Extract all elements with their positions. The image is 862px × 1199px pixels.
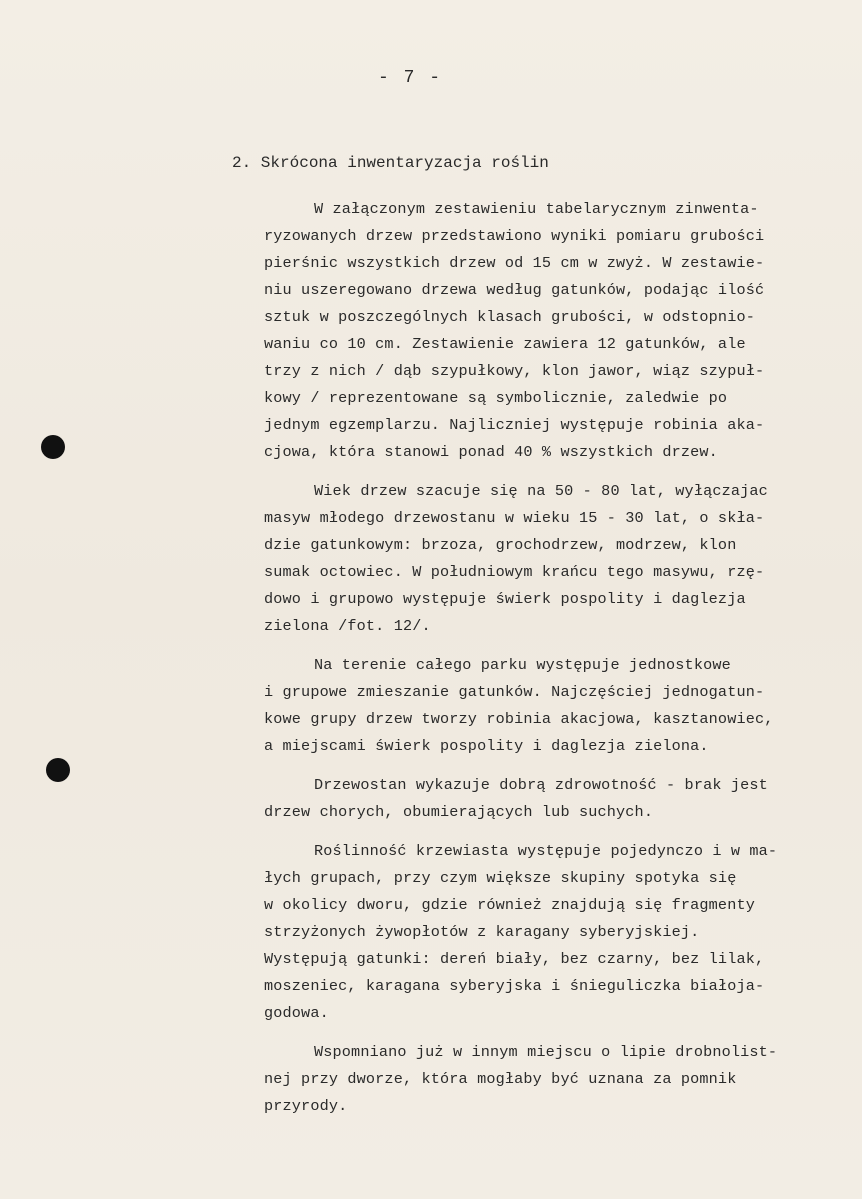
text-line: sumak octowiec. W południowym krańcu tego masywu, rzę-: [264, 563, 765, 581]
text-line: strzyżonych żywopłotów z karagany syberyjskiej.: [264, 923, 700, 941]
text-line: kowe grupy drzew tworzy robinia akacjowa, kasztanowiec,: [264, 710, 774, 728]
paragraph: [264, 196, 844, 466]
text-line: przyrody.: [264, 1097, 348, 1115]
text-line: nej przy dworze, która mogłaby być uznana za pomnik: [264, 1070, 737, 1088]
text-line: Roślinność krzewiasta występuje pojedynczo i w ma-: [314, 842, 778, 860]
text-line: łych grupach, przy czym większe skupiny spotyka się: [264, 869, 737, 887]
text-line: Wiek drzew szacuje się na 50 - 80 lat, wyłączajac: [314, 482, 768, 500]
text-line: jednym egzemplarzu. Najliczniej występuje robinia aka-: [264, 416, 765, 434]
punch-hole: [41, 435, 65, 459]
text-line: w okolicy dworu, gdzie również znajdują się fragmenty: [264, 896, 755, 914]
text-line: godowa.: [264, 1004, 329, 1022]
punch-hole: [46, 758, 70, 782]
paragraph: [264, 478, 844, 640]
text-line: Wspomniano już w innym miejscu o lipie drobnolist-: [314, 1043, 778, 1061]
paragraph: [264, 772, 844, 826]
text-line: waniu co 10 cm. Zestawienie zawiera 12 gatunków, ale: [264, 335, 746, 353]
paragraph: [264, 1039, 844, 1120]
text-line: Występują gatunki: dereń biały, bez czarny, bez lilak,: [264, 950, 765, 968]
text-line: drzew chorych, obumierających lub suchych.: [264, 803, 654, 821]
text-line: pierśnic wszystkich drzew od 15 cm w zwyż. W zestawie-: [264, 254, 765, 272]
body-text: [264, 196, 844, 1132]
paragraph: [264, 838, 844, 1027]
text-line: moszeniec, karagana syberyjska i śnieguliczka białoja-: [264, 977, 765, 995]
text-line: zielona /fot. 12/.: [264, 617, 431, 635]
text-line: W załączonym zestawieniu tabelarycznym zinwenta-: [314, 200, 759, 218]
text-line: Drzewostan wykazuje dobrą zdrowotność - brak jest: [314, 776, 768, 794]
text-line: Na terenie całego parku występuje jednostkowe: [314, 656, 731, 674]
paragraph: [264, 652, 844, 760]
text-line: i grupowe zmieszanie gatunków. Najczęściej jednogatun-: [264, 683, 765, 701]
text-line: sztuk w poszczególnych klasach grubości, w odstopnio-: [264, 308, 755, 326]
text-line: dzie gatunkowym: brzoza, grochodrzew, modrzew, klon: [264, 536, 737, 554]
text-line: a miejscami świerk pospolity i daglezja zielona.: [264, 737, 709, 755]
page-number: - 7 -: [377, 68, 442, 88]
text-line: kowy / reprezentowane są symbolicznie, zaledwie po: [264, 389, 728, 407]
text-line: masyw młodego drzewostanu w wieku 15 - 30 lat, o skła-: [264, 509, 765, 527]
text-line: dowo i grupowo występuje świerk pospolity i daglezja: [264, 590, 746, 608]
text-line: ryzowanych drzew przedstawiono wyniki pomiaru grubości: [264, 227, 765, 245]
text-line: trzy z nich / dąb szypułkowy, klon jawor, wiąz szypuł-: [264, 362, 765, 380]
text-line: niu uszeregowano drzewa według gatunków, podając ilość: [264, 281, 765, 299]
section-heading: 2. Skrócona inwentaryzacja roślin: [232, 154, 549, 172]
text-line: cjowa, która stanowi ponad 40 % wszystkich drzew.: [264, 443, 718, 461]
